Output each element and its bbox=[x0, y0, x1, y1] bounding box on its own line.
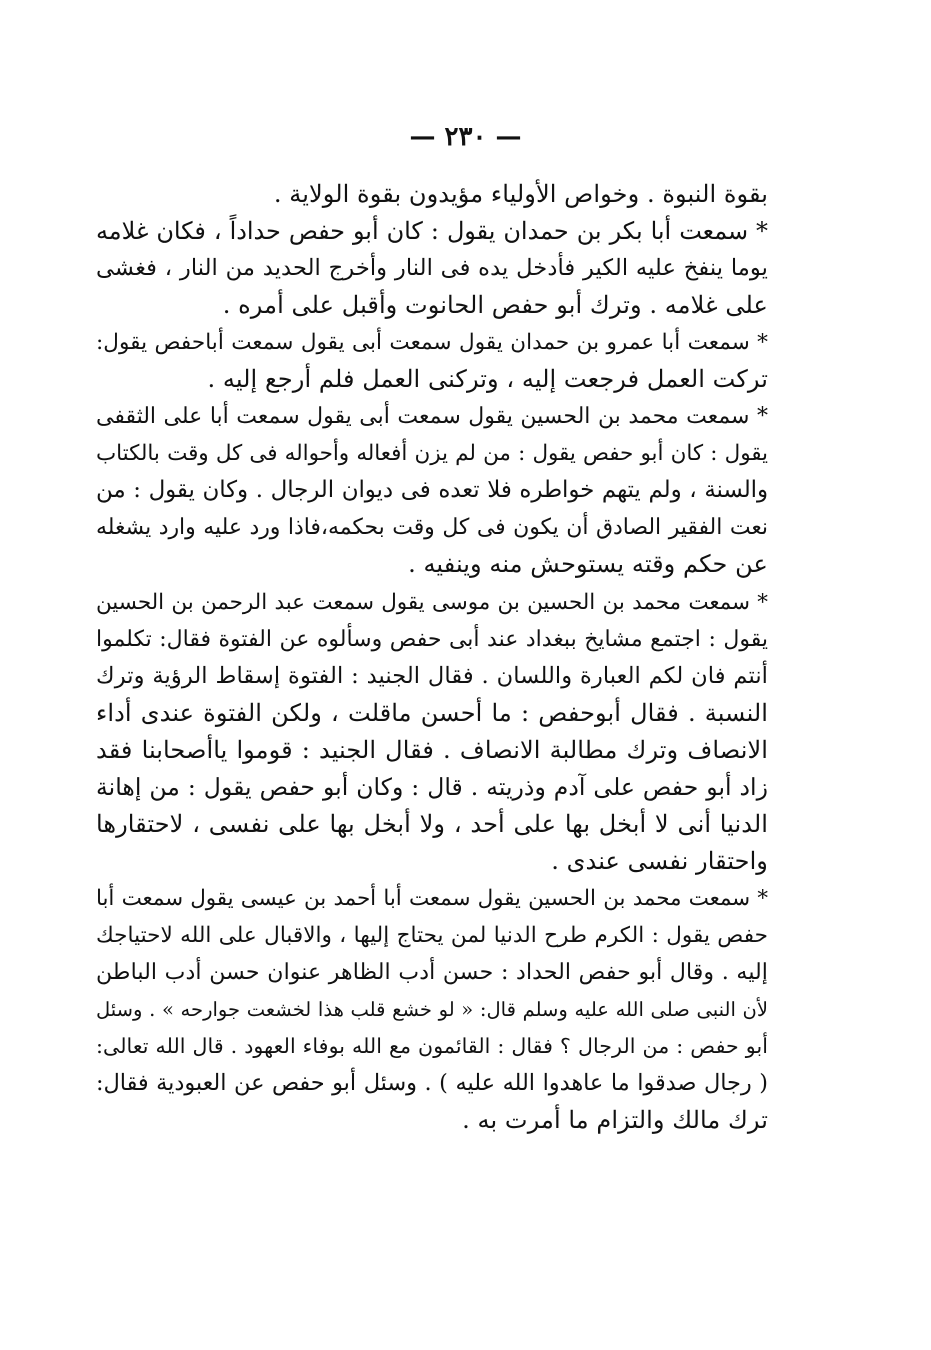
text-line: الدنيا أنى لا أبخل بها على أحد ، ولا أبخل بها على نفسى ، لاحتقارها bbox=[96, 809, 768, 838]
page-number: — ٢٣٠ — bbox=[409, 122, 522, 152]
text-line: يوما ينفخ عليه الكير فأدخل يده فى النار وأخرج الحديد من النار ، فغشى bbox=[96, 255, 768, 282]
text-line: ترك مالك والتزام ما أمرت به . bbox=[462, 1106, 768, 1135]
text-line: عن حكم وقته يستوحش منه وينفيه . bbox=[408, 550, 768, 579]
text-line: لأن النبى صلى الله عليه وسلم قال: « لو خشع قلب هذا لخشعت جوارحه » . وسئل bbox=[96, 998, 768, 1022]
text-line: * سمعت محمد بن الحسين يقول سمعت أبا أحمد بن عيسى يقول سمعت أبا bbox=[96, 885, 768, 911]
text-line: إليه . وقال أبو حفص الحداد : حسن أدب الظاهر عنوان حسن أدب الباطن bbox=[96, 958, 768, 985]
paragraph bbox=[96, 398, 768, 583]
text-line: ( رجال صدقوا ما عاهدوا الله عليه ) . وسئل أبو حفص عن العبودية فقال: bbox=[96, 1070, 768, 1097]
text-line: والسنة ، ولم يتهم خواطره فلا تعده فى ديوان الرجال . وكان يقول : من bbox=[96, 477, 768, 504]
text-line: * سمعت أبا عمرو بن حمدان يقول سمعت أبى يقول سمعت أباحفص يقول: bbox=[96, 330, 768, 356]
paragraph bbox=[96, 213, 768, 324]
text-line: زاد أبو حفص على آدم وذريته . قال : وكان أبو حفص يقول : من إهانة bbox=[96, 772, 768, 801]
text-line: تركت العمل فرجعت إليه ، وتركنى العمل فلم أرجع إليه . bbox=[207, 365, 768, 394]
page-text bbox=[96, 176, 768, 1139]
text-line: يقول : اجتمع مشايخ ببغداد عند أبى حفص وسألوه عن الفتوة فقال: تكلموا bbox=[96, 626, 768, 652]
text-line: الانصاف وترك مطالبة الانصاف . فقال الجنيد : قوموا ياأصحابنا فقد bbox=[96, 735, 768, 764]
text-line: النسبة . فقال أبوحفص : ما أحسن ماقلت ، ولكن الفتوة عندى أداء bbox=[96, 698, 768, 727]
text-line: نعت الفقير الصادق أن يكون فى كل وقت بحكمه،فاذا ورد عليه وارد يشغله bbox=[96, 515, 768, 541]
text-line: أنتم فان لكم العبارة واللسان . فقال الجنيد : الفتوة إسقاط الرؤية وترك bbox=[96, 662, 768, 689]
paragraph bbox=[96, 584, 768, 880]
text-line: حفص يقول : الكرم طرح الدنيا لمن يحتاج إليها ، والاقبال على الله لاحتياجك bbox=[96, 922, 768, 948]
paragraph bbox=[96, 324, 768, 398]
paragraph bbox=[96, 880, 768, 1139]
paragraph bbox=[96, 176, 768, 213]
text-line: * سمعت محمد بن الحسين بن موسى يقول سمعت عبد الرحمن بن الحسين bbox=[96, 589, 768, 615]
text-line: * سمعت محمد بن الحسين يقول سمعت أبى يقول سمعت أبا على الثقفى bbox=[96, 404, 768, 430]
text-line: يقول : كان أبو حفص يقول : من لم يزن أفعاله وأحواله فى كل وقت بالكتاب bbox=[96, 441, 768, 467]
text-line: * سمعت أبا بكر بن حمدان يقول : كان أبو حفص حداداً ، فكان غلامه bbox=[96, 217, 768, 246]
text-line: أبو حفص : من الرجال ؟ فقال : القائمون مع الله بوفاء العهود . قال الله تعالى: bbox=[96, 1034, 768, 1059]
text-line: بقوة النبوة . وخواص الأولياء مؤيدون بقوة الولاية . bbox=[273, 180, 768, 208]
text-line: واحتقار نفسى عندى . bbox=[551, 846, 768, 875]
text-line: على غلامه . وترك أبو حفص الحانوت وأقبل على أمره . bbox=[222, 291, 768, 320]
